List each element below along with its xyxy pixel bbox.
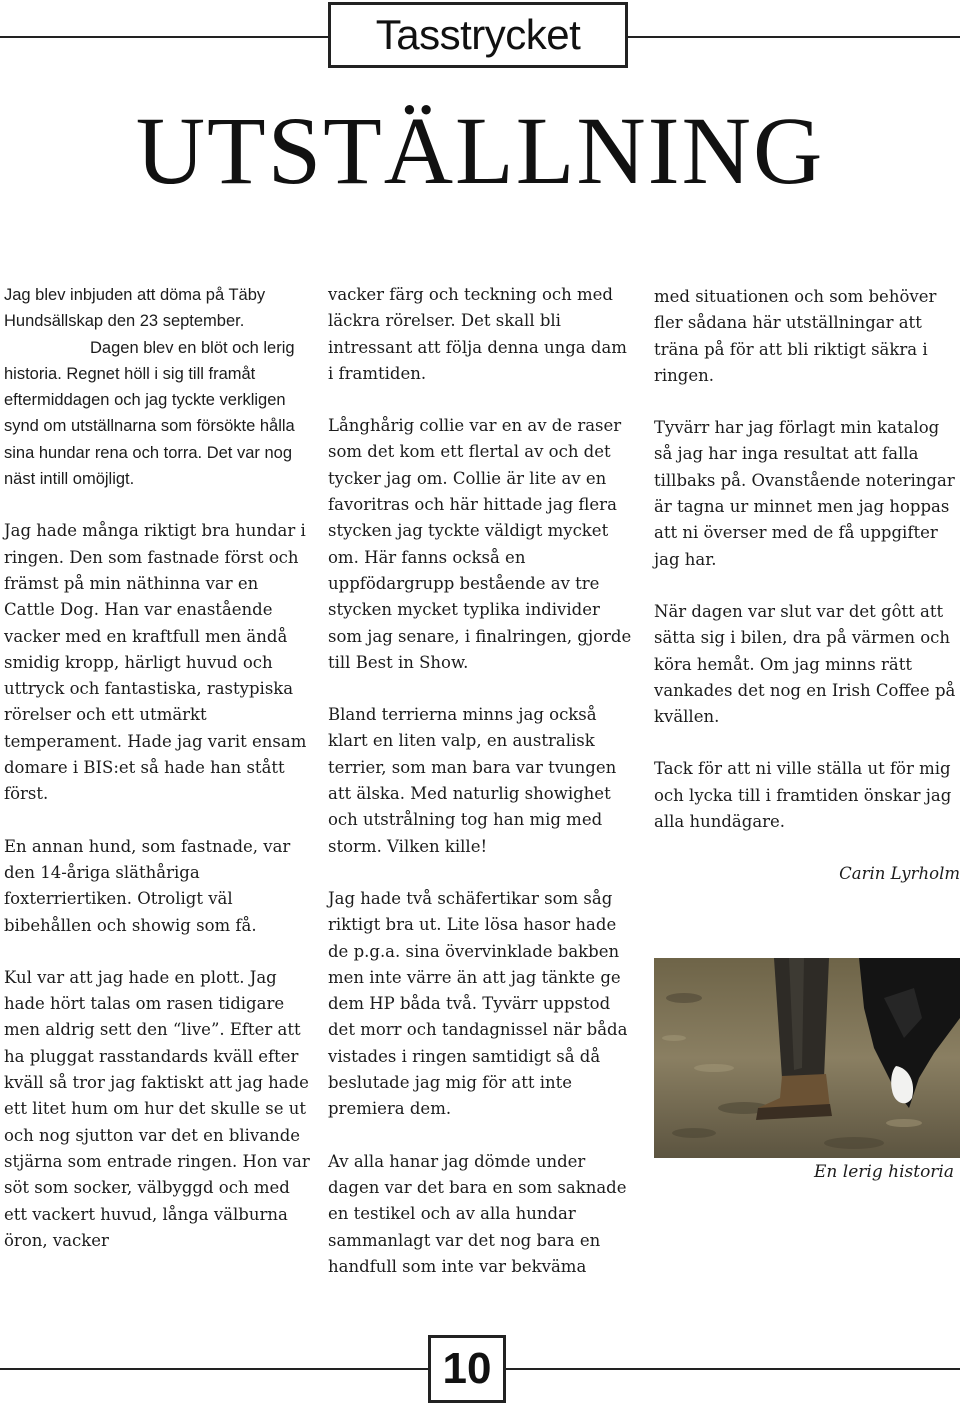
paragraph: Tyvärr har jag förlagt min katalog så jag har inga resultat att falla tillbaks på. Ovanstående noteringar är tagna ur minnet men jag hoppas att ni överser med de få uppgifter jag har. bbox=[654, 418, 955, 569]
paragraph: Jag blev inbjuden att döma på Täby Hundsällskap den 23 september. bbox=[4, 286, 266, 331]
masthead-box bbox=[328, 2, 628, 68]
masthead-rule-right bbox=[626, 36, 960, 38]
photo-caption: En lerig historia bbox=[814, 1162, 954, 1182]
paragraph: Bland terrierna minns jag också klart en liten valp, en australisk terrier, som man bara var tvungen att älska. Med naturlig showighet och utstrålning tog han mig med storm. Vilken kille! bbox=[328, 705, 617, 856]
text-column-3 bbox=[654, 284, 960, 888]
article-headline: UTSTÄLLNING bbox=[135, 97, 825, 204]
page-number-box bbox=[428, 1335, 506, 1403]
paragraph: Långhårig collie var en av de raser som det kom ett flertal av och det tycker jag om. Collie är lite av en favoritras och här hittade jag flera stycken jag tyckte väldigt mycket om. Här fanns också en uppfödargrupp bestående av tre stycken mycket typlika individer som jag senare, i finalringen, gjorde till Best in Show. bbox=[328, 416, 632, 672]
paragraph: Av alla hanar jag dömde under dagen var det bara en som saknade en testikel och av alla hundar sammanlagt var det nog bara en handfull som inte var bekväma bbox=[328, 1151, 627, 1276]
paragraph: Dagen blev en blöt och lerig historia. Regnet höll i sig till framåt eftermiddagen och jag tyckte verkligen synd om utställnarna som försökte hålla sina hundar rena och torra. Det var nog näst intill omöjligt. bbox=[4, 338, 295, 489]
paragraph: Jag hade två schäfertikar som såg riktigt bra ut. Lite lösa hasor hade de p.g.a. sina övervinklade bakben men inte värre än att jag tänkte ge dem HP båda två. Tyvärr uppstod det morr och tandagnissel när båda vistades i ringen samtidigt så då beslutade jag mig för att inte premiera dem. bbox=[328, 888, 628, 1119]
paragraph: Kul var att jag hade en plott. Jag hade hört talas om rasen tidigare men aldrig sett den “live”. Efter att ha pluggat rasstandards kväll efter kväll så tror jag faktiskt att jag hade ett litet hum om hur det skulle se ut och nog sjutton var det en blivande stjärna som entrade ringen. Hon var söt som socker, välbyggd och med ett vackert huvud, långa välburna öron, vacker bbox=[4, 967, 310, 1250]
paragraph: När dagen var slut var det gôtt att sätta sig i bilen, dra på värmen och köra hemåt. Om jag minns rätt vankades det nog en Irish Coffee på kvällen. bbox=[654, 601, 956, 727]
author-signature: Carin Lyrholm bbox=[839, 864, 960, 884]
paragraph: med situationen och som behöver fler sådana här utställningar att träna på för att bli riktigt säkra i ringen. bbox=[654, 287, 937, 385]
text-column-2 bbox=[328, 282, 634, 1280]
dog-photo bbox=[654, 958, 960, 1158]
masthead-rule-left bbox=[0, 36, 330, 38]
page-number: 10 bbox=[442, 1344, 492, 1393]
footer-rule-right bbox=[504, 1368, 960, 1370]
masthead-title: Tasstrycket bbox=[375, 11, 581, 58]
paragraph: Tack för att ni ville ställa ut för mig och lycka till i framtiden önskar jag alla hundägare. bbox=[654, 759, 952, 832]
paragraph: vacker färg och teckning och med läckra rörelser. Det skall bli intressant att följa denna unga dam i framtiden. bbox=[328, 285, 627, 383]
paragraph: Jag hade många riktigt bra hundar i ringen. Den som fastnade först och främst på min näthinna var en Cattle Dog. Han var enastående vacker med en kraftfull men ändå smidig kropp, härligt huvud och uttryck och fantastiska, rastypiska rörelser och ett utmärkt temperament. Hade jag varit ensam domare i BIS:et så hade han stått först. bbox=[4, 521, 307, 804]
paragraph: En annan hund, som fastnade, var den 14-åriga släthåriga foxterriertiken. Otroligt väl bibehållen och showig som få. bbox=[4, 836, 291, 935]
footer-rule-left bbox=[0, 1368, 430, 1370]
text-column-1 bbox=[4, 282, 310, 1254]
